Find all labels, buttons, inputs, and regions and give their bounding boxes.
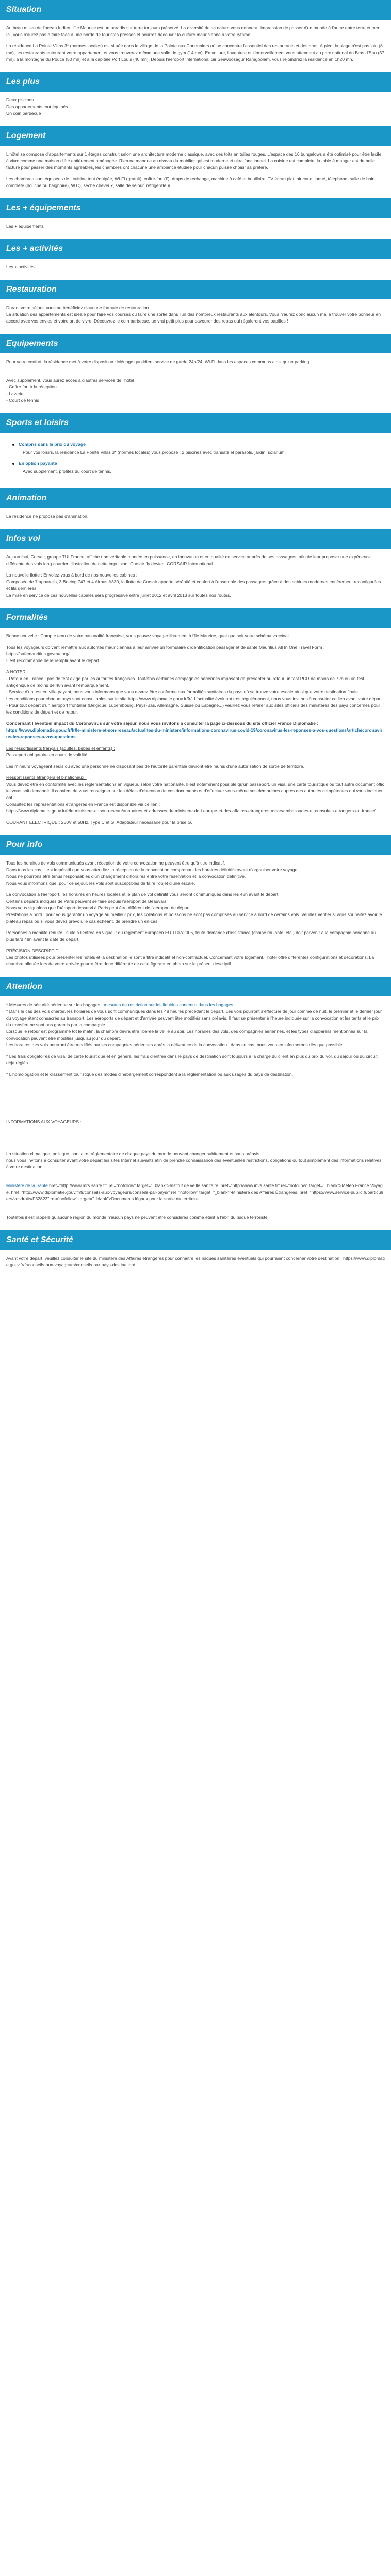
sports-item-text: Pour vos loisirs, la résidence La Pointe Villas 3* (normes locales) vous propose : 2 piscines avec transats et parasols, jardin, solarium. bbox=[23, 450, 286, 455]
section-title: Les + activités bbox=[0, 239, 391, 259]
equipements-list: - Coffre-fort à la réception - Laverie - Court de tennis bbox=[6, 384, 57, 403]
plus-activites-text: Les + activités bbox=[6, 264, 35, 269]
situation-paragraph: Au beau milieu de l'océan Indien, l'île Maurice est un paradis sur terre toujours préservé. La diversité de sa nature vous donnera l'impression de passer d'un monde à l'autre entre terre et mer. Ici, vous n'aurez pas à faire face à une horde de touristes pressés et pourrez découvrir la culture mauricienne à votre rythme. bbox=[6, 25, 381, 37]
section-sante-securite bbox=[0, 1230, 391, 1278]
section-title: Formalités bbox=[0, 608, 391, 628]
section-title: Logement bbox=[0, 126, 391, 146]
section-pour-info bbox=[0, 835, 391, 977]
formalites-paragraph: Les mineurs voyageant seuls ou avec une personne ne disposant pas de l'autorité parentale devront être munis d'une autorisation de sortie de territoire. bbox=[6, 764, 304, 769]
pour-info-paragraph: Personnes à mobilité réduite : suite à l'entrée en vigueur du règlement européen EU 1107/2006, toute demande d'assistance (chaise roulante, etc.) doit parvenir à la compagnie aérienne au plus tard 48h avant la date de départ. bbox=[6, 930, 376, 942]
section-title: Pour info bbox=[0, 835, 391, 855]
formalites-paragraph: Passeport obligatoire en cours de validité. bbox=[6, 752, 89, 757]
plus-item: Des appartements tout équipés bbox=[6, 104, 68, 109]
attention-informations-label: INFORMATIONS AUX VOYAGEURS : bbox=[6, 1119, 82, 1124]
section-formalites bbox=[0, 608, 391, 835]
section-les-plus bbox=[0, 72, 391, 126]
equipements-paragraph: Avec supplément, vous aurez accès à d'autres services de l'hôtel : bbox=[6, 378, 137, 383]
pour-info-paragraph: PRÉCISION DESCRIPTIF Les photos utilisées pour présenter les hôtels et la destination le sont à titre indicatif et non-contractuel. Concernant votre logement, l'hôtel offre différentes configurations et décorations. La chambre allouée lors de votre arrivée pourra être donc différente de celle figurant en photo sur le présent descriptif. bbox=[6, 948, 374, 967]
formalites-paragraph: Vous devez être en conformité avec les réglementations en vigueur, selon votre nationalité. Il est notamment possible qu'un passeport, un visa, une carte touristique ou tout autre document officiel vous soit demandé. Il convient de vous renseigner sur les délais d'obtention de ces documents et d'effectuer vous-même ses démarches auprès des autorités compétentes qui vous indiqueront. Consultez les représentations étrangères en France est disponible via ce lien : https://www.diplomatie.gouv.fr/fr/le-ministere-et-son-reseau/annuaires-et-adresses-du-ministere-de-l-europe-et-des-affaires-etrangeres-meae/ambassades-et-consulats-etrangers-en-france/ bbox=[6, 782, 384, 814]
formalites-paragraph: Bonne nouvelle : Compte tenu de votre nationalité française, vous pouvez voyager librement à l'île Maurice, quel que soit votre schéma vaccinal. bbox=[6, 633, 290, 638]
attention-paragraph: Toutefois il est rappelé qu'aucune région du monde n'aucun pays ne peuvent être considérés comme étant à l'abri du risque terroriste. bbox=[6, 1215, 269, 1220]
section-title: Les plus bbox=[0, 72, 391, 92]
section-title: Santé et Sécurité bbox=[0, 1230, 391, 1250]
attention-links bbox=[6, 1182, 385, 1202]
section-plus-activites bbox=[0, 239, 391, 280]
section-situation bbox=[0, 0, 391, 72]
section-restauration bbox=[0, 280, 391, 334]
animation-text: La résidence ne propose pas d'animation. bbox=[6, 514, 89, 519]
formalites-french-label: Les ressortissants français (adultes, bébés et enfants) : bbox=[6, 745, 115, 751]
plus-equipements-text: Les + équipements bbox=[6, 224, 44, 229]
infos-vol-paragraph: La nouvelle flotte : Envolez-vous à bord de nos nouvelles cabines : Composée de 7 appareils, 3 Boeing 747 et 4 Airbus A330, la flotte de Corsair apporte sérénité et confort à l'ensemble des passagers grâce à des cabines modernes entièrement reconfigurées et lits dernières. La mise en service de ces nouvelles cabines sera progressive entre juillet 2012 et avril 2013 sur toutes nos routes. bbox=[6, 572, 381, 598]
plus-item: Un coin barbecue bbox=[6, 111, 41, 116]
attention-links-text: href="http://www.mrs.sante.fr" rel="nofollow" target="_blank">Institut de veille sanitaire, href="http://www.invs.sante.fr" rel="nofollow" target="_blank">Météo France Voyage, href="http://www.diplomatie.gouv.fr/fr/conseils-aux-voyageurs/conseils-par-pays/" rel="nofollow" target="_blank">Ministère des Affaires Étrangères, href="https://www.service-public.fr/particuliers/vosdroits/F32823" rel="nofollow" target="_blank">Documents légaux pour la sortie du territoire. bbox=[6, 1183, 383, 1201]
attention-bagages bbox=[6, 1002, 385, 1008]
section-infos-vol bbox=[0, 529, 391, 608]
list-item bbox=[12, 441, 385, 456]
attention-paragraph: * L'homologation et le classement touristique des modes d'hébergement correspondent à la réglementation ou aux usages du pays de destination. bbox=[6, 1072, 294, 1077]
restauration-paragraph: Durant votre séjour, vous ne bénéficiez d'aucune formule de restauration. bbox=[6, 305, 150, 310]
equipements-paragraph: Pour votre confort, la résidence met à votre disposition : Ménage quotidien, service de garde 24h/24, Wi-Fi dans les espaces communs ainsi qu'un parking. bbox=[6, 359, 311, 364]
formalites-electric: COURANT ELECTRIQUE : 230V et 50Hz. Type C et G. Adaptateur nécessaire pour la prise G. bbox=[6, 820, 192, 825]
sports-item-title: En option payante bbox=[19, 461, 57, 466]
bullet-icon bbox=[12, 444, 14, 446]
bagages-link[interactable]: mesures de restriction sur les liquides contenus dans les bagages bbox=[104, 1002, 233, 1007]
logement-paragraph: Les chambres sont équipées de : cuisine tout équipée, Wi-Fi (gratuit), coffre-fort (€), draps de rechange, machine à café et bouilloire, TV écran plat, air conditionné, téléphone, salle de bain complète (douche ou baignoire), W.C), sèche cheveux, salle de séjour, réfrigérateur. bbox=[6, 176, 375, 188]
pour-info-paragraph: La convocation à l'aéroport, les horaires en heures locales et le plan de vol définitif vous seront communiqués dans les 48h avant le départ. Certains départs indiqués de Paris peuvent se faire depuis l'aéroport de Beauvais. Nous vous signalons que l'aéroport desservi à Paris peut être différent de l'aéroport de départ. Prestations à bord : pour vous garantir un voyage au meilleur prix, les collations et boissons ne sont pas comprises au service à bord de certains vols. Veuillez vérifier si vous souhaitez avoir le plateau repas ou si vous devez prévoir, le cas échéant, de prendre un en-cas. bbox=[6, 892, 382, 924]
section-title: Attention bbox=[0, 977, 391, 996]
formalites-paragraph: A NOTER - Retour en France : pas de test exigé par les autorités françaises. Toutefois certaines compagnies aériennes imposent de présenter au retour un test PCR de moins de 72h ou un test antigénique de moins de 48h avant l'embarquement. - Service d'un test en ville payant, nous vous informons que vous devrez être conforme aux formalités sanitaires du pays où se trouve votre escale ainsi que votre destination finale. Les conditions pour chaque pays sont consultables sur le site https://www.diplomatie.gouv.fr/fr/. L'actualité évoluant très régulièrement, nous vous invitons à consulter ce lien avant votre départ. - Pour tout départ d'un aéroport frontalier (Belgique, Luxembourg, Pays-Bas, Allemagne, Suisse ou Espagne...) veuillez vous référer aux sites officiels des ministères des pays concernés pour les conditions de départ et de retour. bbox=[6, 669, 383, 715]
situation-paragraph: La résidence La Pointe Villas 3* (normes locales) est située dans le village de la Pointe aux Canonniers où se concentre l'essentiel des restaurants et des bars. À pied, la plage n'est pas loin (8 mn), les restaurants entourent votre appartement et vous trouverez même une salle de gym (14 mn). En voiture, l'aventure et l'émerveillement vous attendent au parc national du Bras d'Eau (37 mn), à la montagne du Pouce (50 mn) et à la capitale Port Louis (40 mn). Depuis l'aéroport international Sir Seewoosagur Ramgoolam, vous rejoindrez la résidence en 1h20 mn. bbox=[6, 43, 384, 62]
page bbox=[0, 0, 391, 1278]
section-attention bbox=[0, 977, 391, 1230]
attention-paragraph: La situation climatique, politique, sanitaire, réglementaire de chaque pays du monde pouvant changer subitement et sans préavis nous vous invitons à consulter avant votre départ les sites Internet suivants afin de prendre connaissance des éventuelles restrictions, obligations ou tout simplement des informations relatives à votre destination : bbox=[6, 1151, 382, 1170]
section-animation bbox=[0, 488, 391, 529]
section-logement bbox=[0, 126, 391, 198]
formalites-covid-label: Concernant l'éventuel impact du Coronavirus sur votre séjour, nous vous invitons à consulter la page ci-dessous du site officiel France Diplomatie : bbox=[6, 721, 319, 726]
pour-info-paragraph: Tous les horaires de vols communiqués avant réception de votre convocation ne peuvent être qu'à titre indicatif. Dans tous les cas, il est impératif que vous attendiez la réception de la convocation comprenant les horaires définitifs avant d'organiser votre voyage. Nous ne pourrons être tenus responsables d'un changement d'horaires entre votre réservation et la convocation définitive. Nous vous informons que, pour ce séjour, les vols sont susceptibles de faire l'objet d'une escale. bbox=[6, 860, 299, 886]
list-item bbox=[12, 460, 385, 475]
plus-item: Deux piscines bbox=[6, 97, 34, 103]
sports-item-text: Avec supplément, profitez du court de tennis. bbox=[23, 469, 111, 474]
infos-vol-paragraph: Aujourd'hui, Corsair, groupe TUI France, affiche une véritable montée en puissance, en innovation et en qualité de service auprès de ses passagers, afin de leur proposer une expérience différente des vols long-courrier. Illustration de cette impulsion, Corsair fly devient CORSAIR International. bbox=[6, 554, 371, 566]
attention-paragraph: * Dans le cas des vols charter, les horaires de vous sont communiqués dans les 48 heures précédant le départ. Les vols pourront s'effectuer de jour comme de nuit, le premier et le dernier jour du voyage étant consacrés au transport. Les aéroports de départ et d'arrivée peuvent être modifiés sans préavis. Il faut se présenter à l'heure indiquée sur la convocation et les tarifs et le prix du transfert ne sont pas garantis par la compagnie. Lorsque le retour est programmé tôt le matin, la chambre devra être libérée la veille au soir. Les horaires des vols, des compagnies aériennes, et les types d'appareils mentionnés sur la convocation peuvent être modifiés jusqu'au jour du départ. Les horaires des vols pourront être modifiés par les compagnies aériennes après la délivrance de la convocation ; dans ce cas, nous vous en informerons dès que possible. bbox=[6, 1009, 382, 1047]
section-title: Sports et loisirs bbox=[0, 413, 391, 433]
section-title: Equipements bbox=[0, 334, 391, 353]
attention-bagages-prefix: * Mesures de sécurité aérienne sur les bagages : bbox=[6, 1002, 104, 1007]
section-title: Les + équipements bbox=[0, 198, 391, 218]
sports-item-title: Compris dans le prix du voyage bbox=[19, 442, 86, 447]
section-title: Restauration bbox=[0, 280, 391, 299]
attention-paragraph: * Les frais obligatoires de visa, de carte touristique et en général les frais d'entrée dans le pays de destination sont toujours à la charge du client en plus du prix du vol, du séjour ou du circuit déjà réglés. bbox=[6, 1054, 378, 1065]
restauration-paragraph: La situation des appartements est idéale pour faire vos courses ou faire une sortie dans l'un des nombreux restaurants aux alentours. Vous n'aurez donc aucun mal à trouver votre bonheur en accord avec vos envies et votre art de vivre. Découvrez le coin barbecue, un vrai petit plus pour savourer des repas qui régaleront vos papilles ! bbox=[6, 312, 381, 324]
securite-paragraph: Avant votre départ, veuillez consulter le site du ministère des Affaires étrangères pour connaître les risques sanitaires éventuels qui pourraient concerner votre destination : https://www.diplomatie.gouv.fr/fr/conseils-aux-voyageurs/conseils-par-pays-destination/ bbox=[6, 1256, 385, 1267]
logement-paragraph: L'hôtel se compose d'appartements sur 1 étages construit selon une architecture moderne classique, avec des toits en tuiles rouges. L'espace des 16 bungalows a été optimisé pour être facile à vivre comme une maison d'été entièrement aménagée. Rien ne manque au niveau du mobilier qui est moderne et ultra fonctionnel. La cuisine est complète, la table à manger est de belle facture pour passer des moments agréables, les chambres ont chacune une ambiance étudiée pour chacun puisse choisir sa préfère. bbox=[6, 151, 382, 170]
formalites-foreign-label: Ressortissants étrangers et binationaux : bbox=[6, 775, 87, 780]
section-sports-loisirs bbox=[0, 413, 391, 488]
formalites-paragraph: Tous les voyageurs doivent remettre aux autorités mauriciennes à leur arrivée un formulaire d'identification passager et de santé Mauritius All In One Travel Form : https://safemauritius.govmu.org/ Il est recommandé de le remplir avant le départ. bbox=[6, 645, 325, 663]
sports-list bbox=[12, 441, 385, 475]
section-title: Situation bbox=[0, 0, 391, 20]
bullet-icon bbox=[12, 463, 14, 465]
ministere-sante-link[interactable]: Ministère de la Santé bbox=[6, 1183, 48, 1188]
formalites-covid-link[interactable]: https://www.diplomatie.gouv.fr/fr/le-ministere-et-son-reseau/actualites-du-ministere/informations-coronavirus-covid-19/coronavirus-les-reponses-a-vos-questions/article/coronavirus-les-reponses-a-vos-questions bbox=[6, 727, 383, 739]
section-equipements bbox=[0, 334, 391, 413]
section-title: Animation bbox=[0, 488, 391, 508]
section-plus-equipements bbox=[0, 198, 391, 239]
section-title: Infos vol bbox=[0, 529, 391, 549]
